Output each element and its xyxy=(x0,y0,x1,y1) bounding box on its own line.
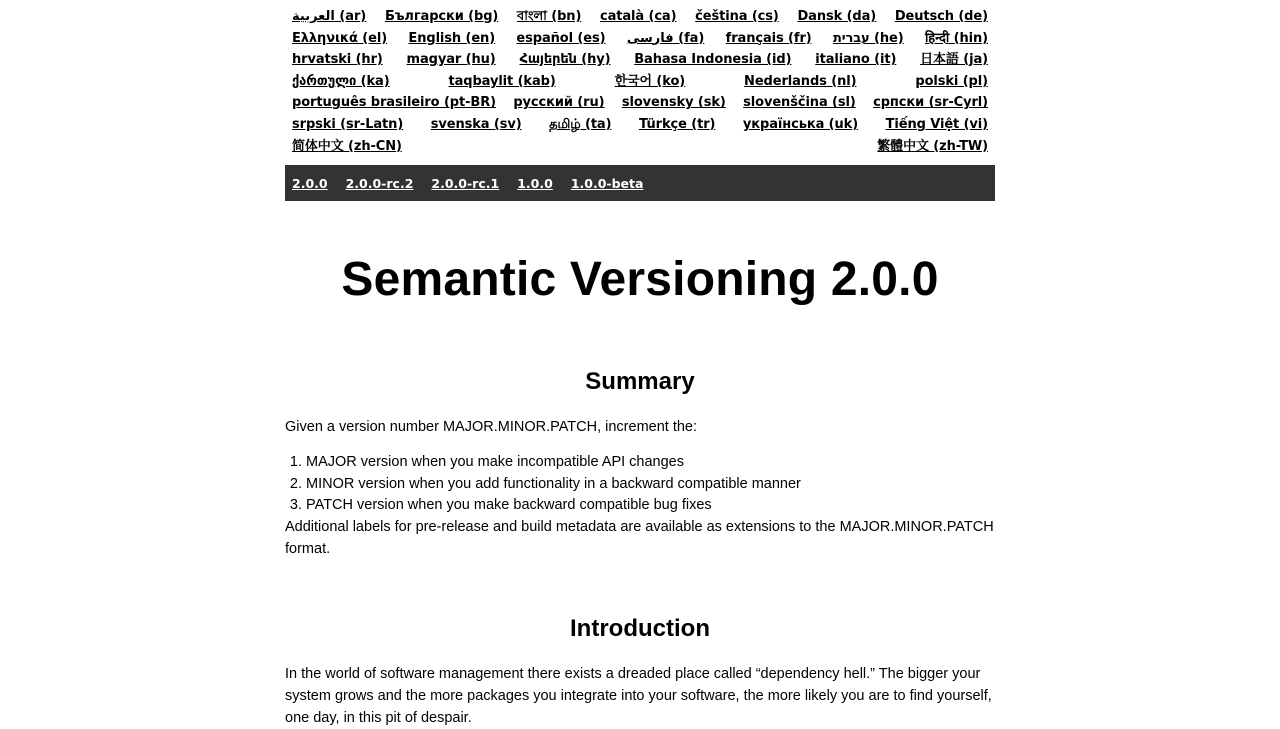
page-container xyxy=(285,0,995,726)
language-link[interactable]: Nederlands (nl) xyxy=(744,73,857,89)
language-link[interactable]: עברית (he) xyxy=(832,30,904,46)
language-link[interactable]: Ελληνικά (el) xyxy=(292,30,388,46)
language-link[interactable]: hrvatski (hr) xyxy=(292,52,383,68)
language-link[interactable]: فارسی (fa) xyxy=(626,30,705,46)
language-link[interactable]: ქართული (ka) xyxy=(292,73,390,89)
language-row xyxy=(292,28,988,50)
language-row xyxy=(292,92,988,114)
language-row xyxy=(292,136,988,158)
language-link[interactable]: 繁體中文 (zh-TW) xyxy=(877,138,988,154)
language-link[interactable]: српски (sr-Cyrl) xyxy=(873,95,988,111)
page-title: Semantic Versioning 2.0.0 xyxy=(341,253,939,306)
language-link[interactable]: français (fr) xyxy=(725,30,812,46)
language-link[interactable]: Türkçe (tr) xyxy=(638,116,716,132)
language-link[interactable]: italiano (it) xyxy=(815,52,897,68)
version-link[interactable]: 1.0.0 xyxy=(517,175,553,191)
language-link[interactable]: español (es) xyxy=(516,30,606,46)
version-link[interactable]: 2.0.0-rc.2 xyxy=(345,175,414,191)
language-link[interactable]: Deutsch (de) xyxy=(894,9,988,24)
language-link[interactable]: slovensky (sk) xyxy=(621,95,726,111)
language-link[interactable]: हिन्दी (hin) xyxy=(924,30,988,46)
language-row xyxy=(292,114,988,136)
language-link[interactable]: 日本語 (ja) xyxy=(920,52,988,68)
version-link[interactable]: 2.0.0-rc.1 xyxy=(431,175,500,191)
version-link[interactable]: 2.0.0 xyxy=(292,175,328,191)
language-link[interactable]: srpski (sr-Latn) xyxy=(292,116,404,132)
introduction-heading: Introduction xyxy=(570,615,710,642)
language-link[interactable]: português brasileiro (pt-BR) xyxy=(292,95,496,111)
summary-list-item: 1. MAJOR version when you make incompatible API changes xyxy=(306,452,801,474)
language-link[interactable]: русский (ru) xyxy=(513,95,605,111)
summary-list xyxy=(285,452,801,517)
summary-list-item: 2. MINOR version when you add functionality in a backward compatible manner xyxy=(306,474,801,496)
summary-heading: Summary xyxy=(585,368,695,395)
language-link[interactable]: English (en) xyxy=(408,30,496,46)
language-row xyxy=(292,49,988,71)
language-link[interactable]: Български (bg) xyxy=(384,9,499,24)
language-link[interactable]: Հայերեն (hy) xyxy=(519,52,611,68)
language-link[interactable]: slovenščina (sl) xyxy=(743,95,856,111)
language-link[interactable]: 한국어 (ko) xyxy=(614,73,686,89)
language-row xyxy=(292,71,988,93)
summary-intro: Given a version number MAJOR.MINOR.PATCH, increment the: xyxy=(285,419,698,435)
language-link[interactable]: polski (pl) xyxy=(915,73,988,89)
language-link[interactable]: 简体中文 (zh-CN) xyxy=(292,138,402,154)
language-link[interactable]: taqbaylit (kab) xyxy=(448,73,556,89)
language-row xyxy=(292,6,988,28)
language-link[interactable]: தமிழ் (ta) xyxy=(549,116,612,132)
language-link[interactable]: català (ca) xyxy=(599,9,677,24)
language-link[interactable]: Bahasa Indonesia (id) xyxy=(634,52,792,68)
introduction-text: In the world of software management there exists a dreaded place called “dependency hell.” The bigger your system grows and the more packages you integrate into your software, the more likely you are to find yourself, one day, in this pit of despair. xyxy=(285,666,992,726)
language-link[interactable]: українська (uk) xyxy=(742,116,859,132)
language-link[interactable]: čeština (cs) xyxy=(695,9,779,24)
version-nav xyxy=(285,165,995,201)
language-nav xyxy=(285,0,995,165)
language-link[interactable]: svenska (sv) xyxy=(430,116,522,132)
language-link[interactable]: العربية (ar) xyxy=(292,9,367,24)
language-link[interactable]: Tiếng Việt (vi) xyxy=(885,116,988,132)
language-link[interactable]: Dansk (da) xyxy=(797,9,877,24)
language-link[interactable]: magyar (hu) xyxy=(406,52,496,68)
summary-additional: Additional labels for pre-release and build metadata are available as extensions to the MAJOR.MINOR.PATCH format. xyxy=(285,519,994,557)
version-link[interactable]: 1.0.0-beta xyxy=(570,175,644,191)
summary-list-item: 3. PATCH version when you make backward compatible bug fixes xyxy=(306,495,801,517)
language-link[interactable]: বাংলা (bn) xyxy=(516,9,582,24)
